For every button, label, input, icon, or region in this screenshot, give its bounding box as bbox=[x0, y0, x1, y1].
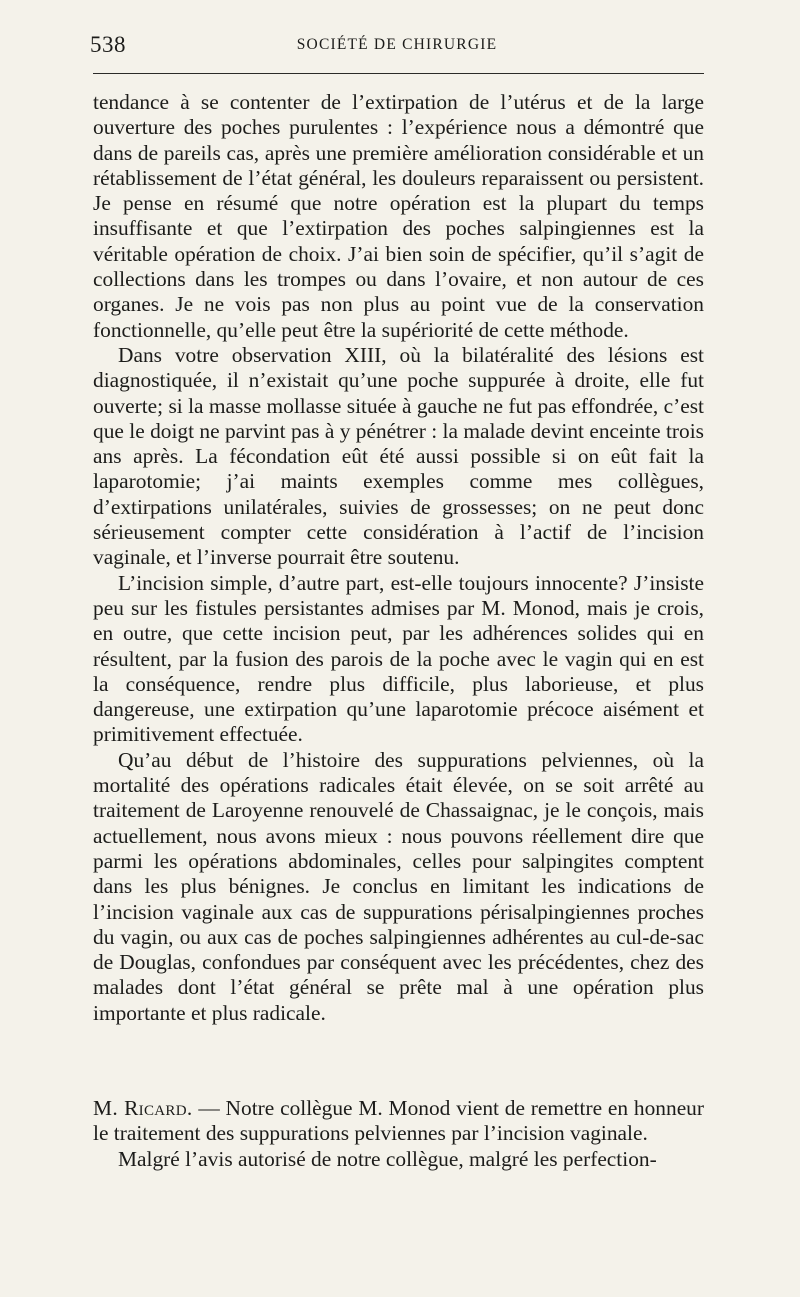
speaker-name: M. Ricard. bbox=[93, 1096, 193, 1120]
page-number: 538 bbox=[90, 32, 126, 57]
paragraph-2: Dans votre observation XIII, où la bilatéralité des lésions est diagnostiquée, il n’existait qu’une poche suppurée à droite, elle fut ouverte; si la masse mollasse située à gauche ne fut pas effondrée, c’est que le doigt ne parvint pas à y pénétrer : la malade devint enceinte trois ans après. La fécondation eût été aussi possible si on eût fait la laparotomie; j’ai maints exemples comme mes collègues, d’extirpations unilatérales, suivies de grossesses; on ne peut donc sérieusement compter cette considération à l’actif de l’incision vaginale, et l’inverse pourrait être soutenu. bbox=[93, 342, 704, 570]
body-text bbox=[93, 90, 704, 1026]
paragraph-3: L’incision simple, d’autre part, est-elle toujours innocente? J’insiste peu sur les fistules persistantes admises par M. Monod, mais je crois, en outre, que cette incision peut, par les adhérences solides qui en résultent, par la fusion des parois de la poche avec le vagin qui en est la conséquence, rendre plus difficile, plus laborieuse, et plus dangereuse, une extirpation qu’une laparotomie précoce aisément et primitivement effectuée. bbox=[93, 570, 704, 747]
paragraph-4: Qu’au début de l’histoire des suppurations pelviennes, où la mortalité des opérations radicales était élevée, on se soit arrêté au traitement de Laroyenne renouvelé de Chassaignac, je le conçois, mais actuellement, nous avons mieux : nous pouvons réellement dire que parmi les opérations abdominales, celles pour salpingites comptent dans les plus bénignes. Je conclus en limitant les indications de l’incision vaginale aux cas de suppurations périsalpingiennes proches du vagin, ou aux cas de poches salpingiennes adhérentes au cul-de-sac de Douglas, confondues par conséquent avec les précédentes, chez des malades dont l’état général se prête mal à une opération plus importante et plus radicale. bbox=[93, 747, 704, 1025]
ricard-text: Notre collègue M. Monod vient de remettre en honneur le traitement des suppurations pelviennes par l’incision vaginale. bbox=[93, 1096, 705, 1146]
ricard-intervention bbox=[93, 1096, 704, 1172]
ricard-paragraph bbox=[93, 1096, 704, 1147]
paragraph-1: tendance à se contenter de l’extirpation de l’utérus et de la large ouverture des poches purulentes : l’expérience nous a démontré que dans de pareils cas, après une première amélioration considérable et un rétablissement de l’état général, les douleurs reparaissent ou persistent. Je pense en résumé que notre opération est la plupart du temps insuffisante et que l’extirpation des poches salpingiennes est la véritable opération de choix. J’ai bien soin de spécifier, qu’il s’agit de collections dans les trompes ou dans l’ovaire, et non autour de ces organes. Je ne vois pas non plus au point vue de la conservation fonctionnelle, qu’elle peut être la supériorité de cette méthode. bbox=[93, 90, 704, 342]
ricard-continuation: Malgré l’avis autorisé de notre collègue, malgré les perfection- bbox=[118, 1146, 657, 1171]
running-header bbox=[90, 28, 704, 62]
running-title: SOCIÉTÉ DE CHIRURGIE bbox=[296, 36, 498, 53]
speaker-dash: — bbox=[192, 1096, 226, 1120]
header-rule bbox=[93, 73, 704, 74]
